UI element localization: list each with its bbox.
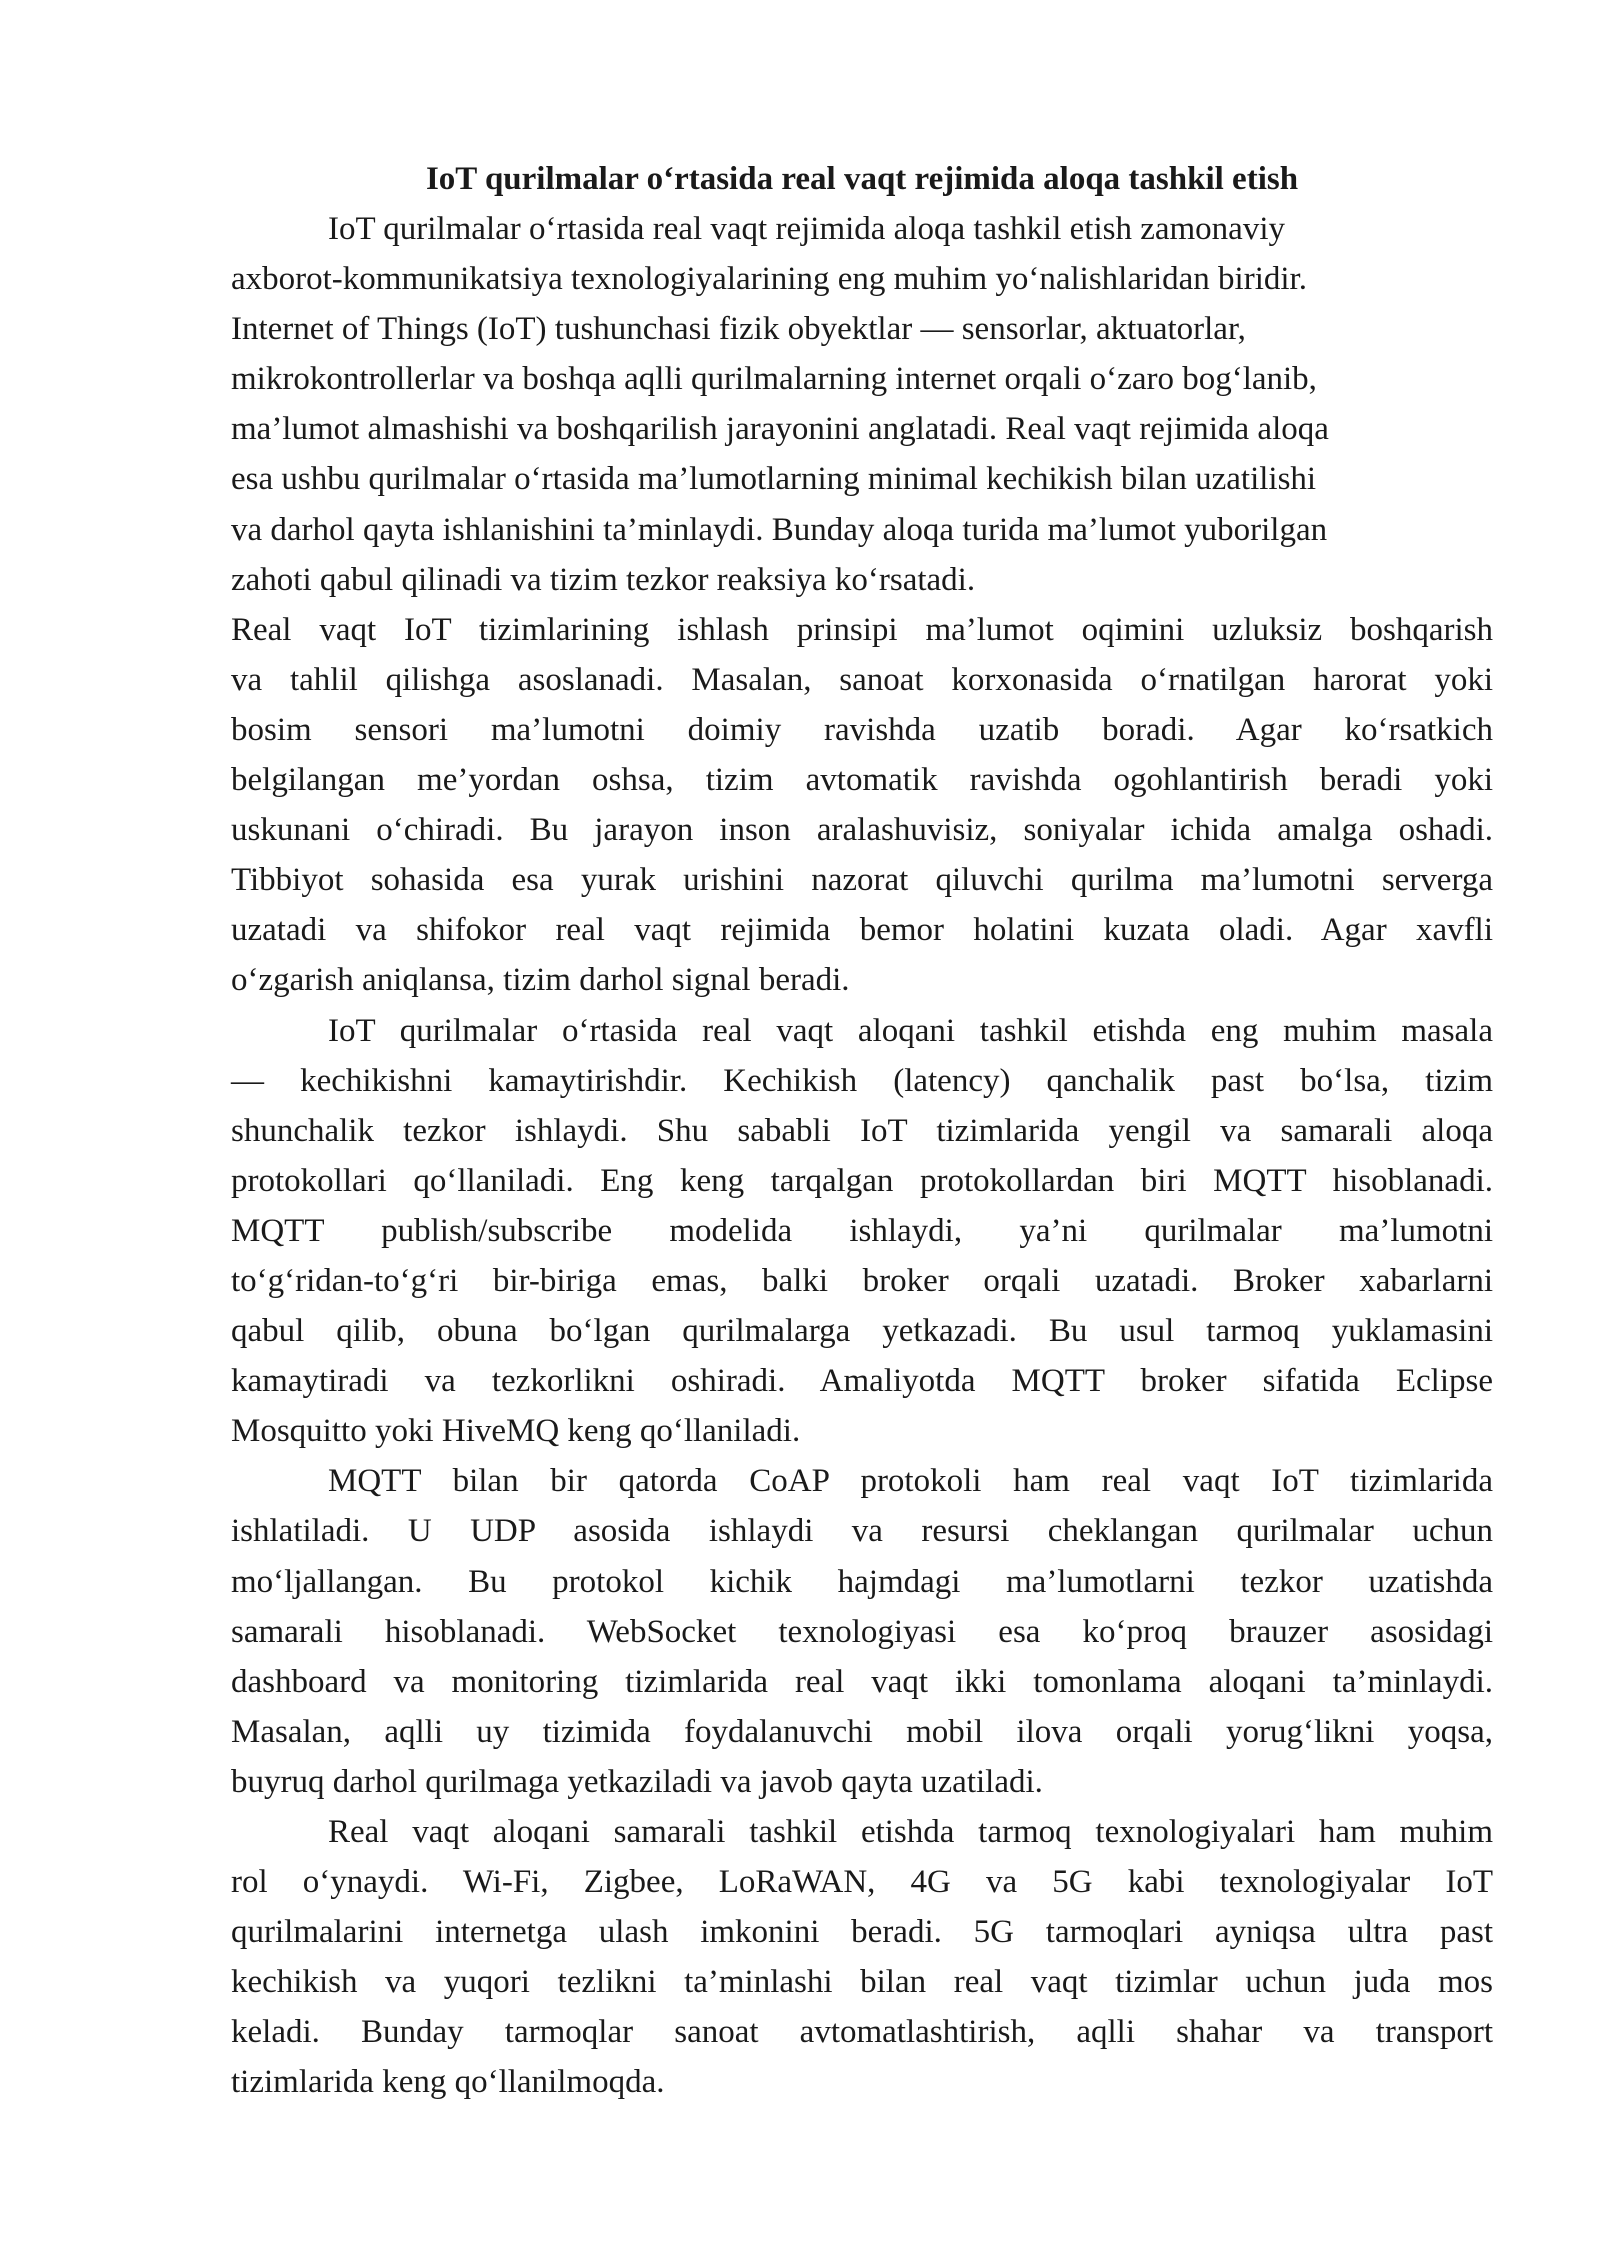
paragraph-line: Mosquitto yoki HiveMQ keng qo‘llaniladi. [231, 1413, 801, 1450]
paragraph-line: belgilangan me’yordan oshsa, tizim avtomatik ravishda ogohlantirish beradi yoki [231, 762, 1493, 799]
paragraph-line: bosim sensori ma’lumotni doimiy ravishda uzatib boradi. Agar ko‘rsatkich [231, 711, 1493, 748]
paragraph [231, 605, 1493, 1006]
paragraph-line: MQTT bilan bir qatorda CoAP protokoli ham real vaqt IoT tizimlarida [328, 1463, 1493, 1500]
paragraph-line: esa ushbu qurilmalar o‘rtasida ma’lumotlarning minimal kechikish bilan uzatilishi [231, 461, 1317, 498]
paragraph-line: Tibbiyot sohasida esa yurak urishini nazorat qiluvchi qurilma ma’lumotni serverga [231, 862, 1493, 899]
paragraph-line: kamaytiradi va tezkorlikni oshiradi. Amaliyotda MQTT broker sifatida Eclipse [231, 1363, 1493, 1400]
paragraph-line: mo‘ljallangan. Bu protokol kichik hajmdagi ma’lumotlarni tezkor uzatishda [231, 1563, 1493, 1600]
paragraph-line: buyruq darhol qurilmaga yetkaziladi va javob qayta uzatiladi. [231, 1763, 1043, 1800]
paragraph-line: protokollari qo‘llaniladi. Eng keng tarqalgan protokollardan biri MQTT hisoblanadi. [231, 1162, 1493, 1199]
paragraph-line: uzatadi va shifokor real vaqt rejimida bemor holatini kuzata oladi. Agar xavfli [231, 912, 1493, 949]
paragraph-line: dashboard va monitoring tizimlarida real vaqt ikki tomonlama aloqani ta’minlaydi. [231, 1663, 1493, 1700]
paragraph-line: IoT qurilmalar o‘rtasida real vaqt rejimida aloqa tashkil etish zamonaviy [328, 211, 1285, 247]
paragraph-line: o‘zgarish aniqlansa, tizim darhol signal beradi. [231, 962, 850, 999]
paragraph-line: kechikish va yuqori tezlikni ta’minlashi bilan real vaqt tizimlar uchun juda mos [231, 1964, 1493, 2001]
paragraph-line: Internet of Things (IoT) tushunchasi fizik obyektlar — sensorlar, aktuatorlar, [231, 311, 1246, 348]
paragraph-line: va tahlil qilishga asoslanadi. Masalan, sanoat korxonasida o‘rnatilgan harorat yoki [231, 661, 1493, 698]
paragraph-line: ma’lumot almashishi va boshqarilish jarayonini anglatadi. Real vaqt rejimida aloqa [231, 411, 1329, 448]
paragraph [231, 204, 1493, 605]
paragraph-line: Real vaqt aloqani samarali tashkil etishda tarmoq texnologiyalari ham muhim [328, 1814, 1493, 1850]
paragraph-line: mikrokontrollerlar va boshqa aqlli qurilmalarning internet orqali o‘zaro bog‘lanib, [231, 361, 1317, 398]
paragraphs-container [231, 204, 1493, 2108]
paragraph-line: — kechikishni kamaytirishdir. Kechikish (latency) qanchalik past bo‘lsa, tizim [231, 1062, 1493, 1099]
paragraph-line: shunchalik tezkor ishlaydi. Shu sababli IoT tizimlarida yengil va samarali aloqa [231, 1112, 1493, 1149]
paragraph-line: zahoti qabul qilinadi va tizim tezkor reaksiya ko‘rsatadi. [231, 561, 976, 598]
document-title: IoT qurilmalar o‘rtasida real vaqt rejimida aloqa tashkil etish [425, 161, 1299, 197]
paragraph-line: Real vaqt IoT tizimlarining ishlash prinsipi ma’lumot oqimini uzluksiz boshqarish [231, 611, 1493, 648]
paragraph [231, 1807, 1493, 2108]
paragraph-line: MQTT publish/subscribe modelida ishlaydi, ya’ni qurilmalar ma’lumotni [231, 1212, 1493, 1249]
paragraph-line: axborot-kommunikatsiya texnologiyalarining eng muhim yo‘nalishlaridan biridir. [231, 261, 1307, 298]
paragraph-line: samarali hisoblanadi. WebSocket texnologiyasi esa ko‘proq brauzer asosidagi [231, 1613, 1493, 1650]
paragraph [231, 1456, 1493, 1807]
paragraph-line: qabul qilib, obuna bo‘lgan qurilmalarga yetkazadi. Bu usul tarmoq yuklamasini [231, 1313, 1493, 1350]
document-body [231, 154, 1493, 2108]
paragraph-line: IoT qurilmalar o‘rtasida real vaqt aloqani tashkil etishda eng muhim masala [328, 1012, 1493, 1049]
paragraph-line: Masalan, aqlli uy tizimida foydalanuvchi mobil ilova orqali yorug‘likni yoqsa, [231, 1713, 1493, 1750]
paragraph-line: uskunani o‘chiradi. Bu jarayon inson aralashuvisiz, soniyalar ichida amalga oshadi. [231, 812, 1493, 849]
paragraph-line: va darhol qayta ishlanishini ta’minlaydi. Bunday aloqa turida ma’lumot yuborilgan [231, 511, 1328, 548]
paragraph [231, 1006, 1493, 1457]
paragraph-line: to‘g‘ridan-to‘g‘ri bir-biriga emas, balki broker orqali uzatadi. Broker xabarlarni [231, 1262, 1493, 1299]
paragraph-line: ishlatiladi. U UDP asosida ishlaydi va resursi cheklangan qurilmalar uchun [231, 1513, 1493, 1550]
paragraph-line: tizimlarida keng qo‘llanilmoqda. [231, 2064, 665, 2101]
paragraph-line: rol o‘ynaydi. Wi-Fi, Zigbee, LoRaWAN, 4G va 5G kabi texnologiyalar IoT [231, 1864, 1493, 1901]
paragraph-line: qurilmalarini internetga ulash imkonini beradi. 5G tarmoqlari ayniqsa ultra past [231, 1914, 1493, 1951]
paragraph-line: keladi. Bunday tarmoqlar sanoat avtomatlashtirish, aqlli shahar va transport [231, 2014, 1493, 2051]
